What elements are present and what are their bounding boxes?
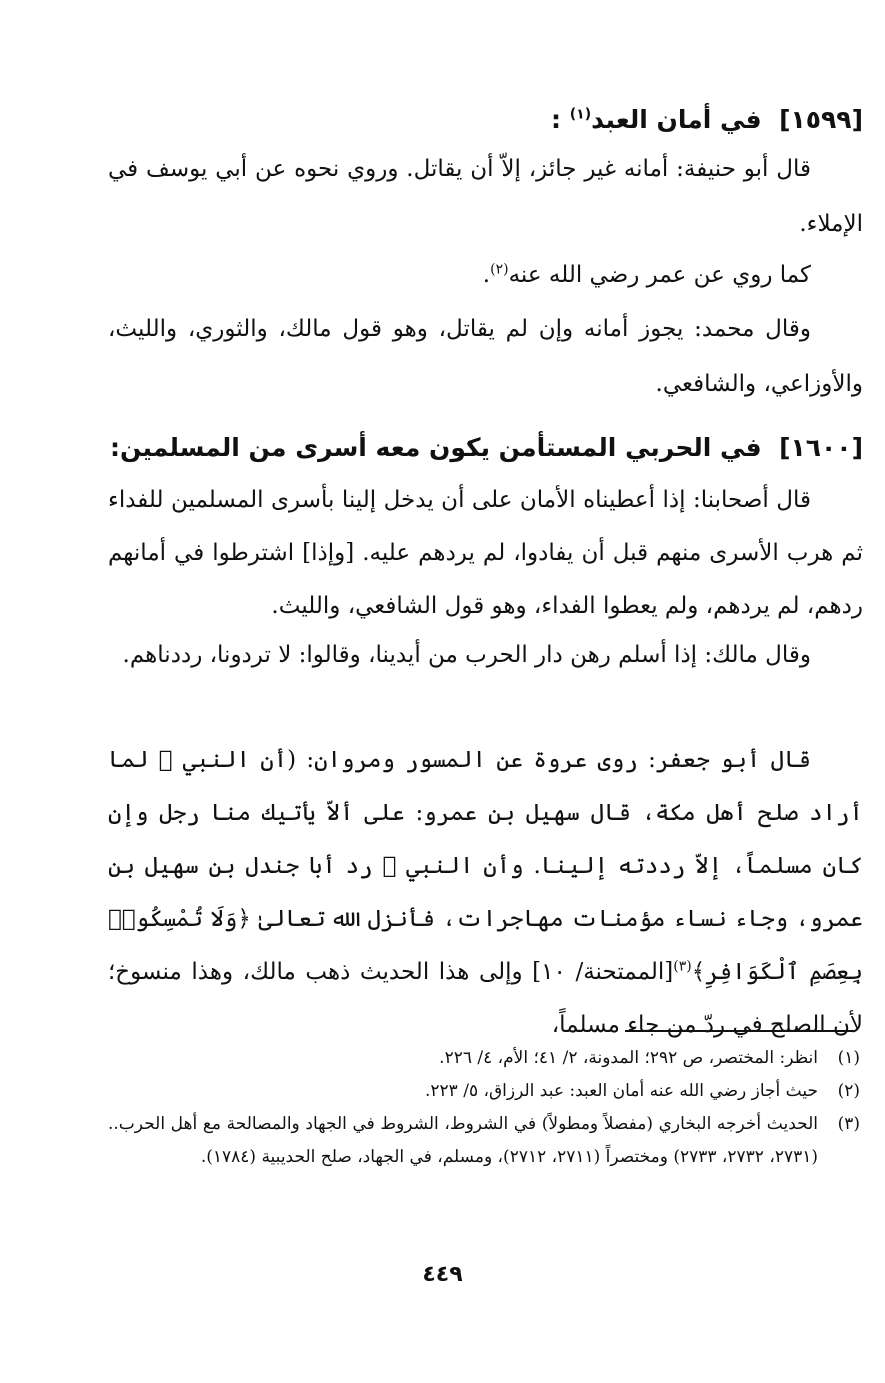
footnote-ref: (٢) xyxy=(490,261,509,278)
paragraph-text: [الممتحنة/ ١٠] وإلى هذا الحديث ذهب مالك، وهذا منسوخ؛ لأن الصلح في ردّ من جاء مسلماً، xyxy=(108,959,863,1038)
footnote-number: (٣) xyxy=(837,1114,860,1134)
section-heading-1599 xyxy=(108,100,863,140)
paragraph-abu-hanifa: قال أبو حنيفة: أمانه غير جائز، إلاّ أن يقاتل. وروي نحوه عن أبي يوسف في الإملاء. xyxy=(108,156,863,237)
footnote xyxy=(108,1108,860,1174)
footnote-separator xyxy=(625,1030,852,1032)
footnote xyxy=(108,1075,860,1108)
section-title: في الحربي المستأمن يكون معه أسرى من المسلمين: xyxy=(110,433,762,462)
footnote xyxy=(108,1042,860,1075)
footnote-text: الحديث أخرجه البخاري (مفصلاً ومطولاً) في الشروط، الشروط في الجهاد والمصالحة مع أهل الحرب.. (٢٧٣١، ٢٧٣٢، ٢٧٣٣) ومختصراً (٢٧١١، ٢٧١٢)، ومسلم، في الجهاد، صلح الحديبية (١٧٨٤). xyxy=(108,1114,818,1167)
paragraph-ashabuna: قال أصحابنا: إذا أعطيناه الأمان على أن يدخل إلينا بأسرى المسلمين للفداء ثم هرب الأسرى منهم قبل أن يفادوا، لم يردهم عليه. [وإذا] اشترطوا في أمانهم ردهم، لم يردهم، ولم يعطوا الفداء، وهو قول الشافعي، والليث. xyxy=(108,487,863,619)
period: . xyxy=(482,262,491,288)
footnote-text: حيث أجاز رضي الله عنه أمان العبد: عبد الرزاق، ٥/ ٢٢٣. xyxy=(425,1081,818,1101)
footnote-number: (٢) xyxy=(837,1081,860,1101)
footnote-text: انظر: المختصر، ص ٢٩٢؛ المدونة، ٢/ ٤١؛ الأم، ٤/ ٢٢٦. xyxy=(439,1048,818,1068)
paragraph-umar xyxy=(108,248,863,303)
page-number: ٤٤٩ xyxy=(422,1262,463,1287)
footnote-ref: (١) xyxy=(569,106,592,123)
footnote-number: (١) xyxy=(837,1048,860,1068)
footnote-ref: (٣) xyxy=(673,958,692,975)
section-heading-1600 xyxy=(108,428,863,468)
heading-colon: : xyxy=(551,105,562,134)
paragraph-text: كما روي عن عمر رضي الله عنه xyxy=(508,262,811,288)
paragraph-muhammad: وقال محمد: يجوز أمانه وإن لم يقاتل، وهو قول مالك، والثوري، والليث، والأوزاعي، والشافعي. xyxy=(108,316,863,397)
paragraph-abu-jafar xyxy=(108,734,863,1052)
section-number: [١٦٠٠] xyxy=(779,433,863,462)
paragraph-malik: وقال مالك: إذا أسلم رهن دار الحرب من أيدينا، وقالوا: لا تردونا، رددناهم. xyxy=(122,642,811,668)
paragraph-text: قال أبو جعفر: روى عروة عن المسور ومروان: (أن النبي ﷺ لما أراد صلح أهل مكة، قال سهيل بن عمرو: على ألاّ يأتيك منا رجل وإن كان مسلماً، إلاّ رددته إلينا. وأن النبي ﷺ رد أبا جندل بن سهيل بن عمرو، وجاء نساء مؤمنات مهاجرات، فأنزل الله تعالىٰ ﴿وَلَا تُمْسِكُوا۟ بِعِصَمِ ٱلْكَوَافِرِ﴾ xyxy=(108,747,864,985)
section-title: في أمان العبد xyxy=(591,105,762,134)
footnotes xyxy=(108,1042,860,1174)
section-number: [١٥٩٩] xyxy=(779,105,863,134)
